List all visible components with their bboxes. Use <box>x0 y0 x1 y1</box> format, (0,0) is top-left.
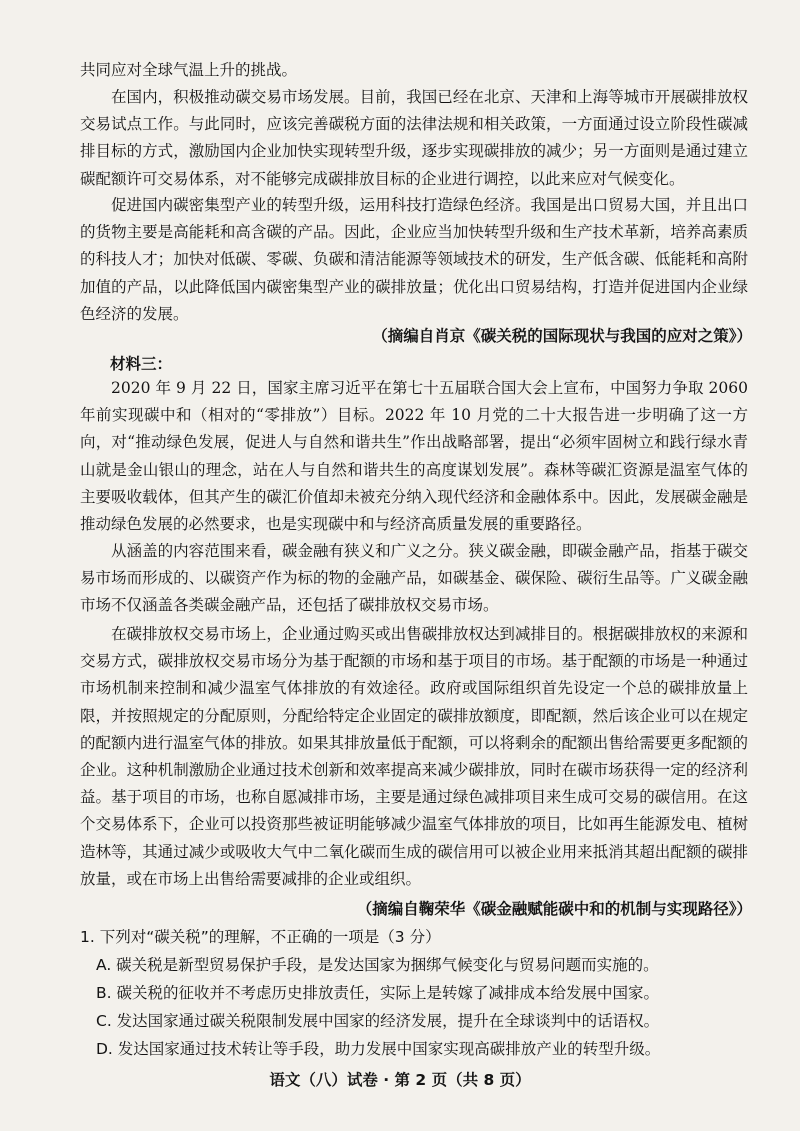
question-1-option-b[interactable]: B. 碳关税的征收并不考虑历史排放责任，实际上是转嫁了减排成本给发展中国家。 <box>96 984 659 1002</box>
page-footer: 语文（八）试卷 · 第 2 页（共 8 页） <box>269 1071 531 1089</box>
source-citation-1: （摘编自肖京《碳关税的国际现状与我国的应对之策》） <box>372 327 752 345</box>
paragraph-industrial-upgrade: 促进国内碳密集型产业的转型升级，运用科技打造绿色经济。我国是出口贸易大国，并且出口的货物主要是高能耗和高含碳的产品。因此，企业应当加快转型升级和生产技术革新，培养高素质的科技人才；加快对低碳、零碳、负碳和清洁能源等领域技术的研发，生产低含碳、低能耗和高附加值的产品，以此降低国内碳密集型产业的碳排放量；优化出口贸易结构，打造并促进国内企业绿色经济的发展。 <box>80 196 748 323</box>
paragraph-emission-trading: 在碳排放权交易市场上，企业通过购买或出售碳排放权达到减排目的。根据碳排放权的来源和交易方式，碳排放权交易市场分为基于配额的市场和基于项目的市场。基于配额的市场是一种通过市场机制来控制和减少温室气体排放的有效途径。政府或国际组织首先设定一个总的碳排放量上限，并按照规定的分配原则，分配给特定企业固定的碳排放额度，即配额，然后该企业可以在规定的配额内进行温室气体的排放。如果其排放量低于配额，可以将剩余的配额出售给需要更多配额的企业。这种机制激励企业通过技术创新和效率提高来减少碳排放，同时在碳市场获得一定的经济利益。基于项目的市场，也称自愿减排市场，主要是通过绿色减排项目来生成可交易的碳信用。在这个交易体系下，企业可以投资那些被证明能够减少温室气体排放的项目，比如再生能源发电、植树造林等，其通过减少或吸收大气中二氧化碳而生成的碳信用可以被企业用来抵消其超出配额的碳排放量，或在市场上出售给需要减排的企业或组织。 <box>80 625 748 888</box>
question-1-option-a[interactable]: A. 碳关税是新型贸易保护手段，是发达国家为捆绑气候变化与贸易问题而实施的。 <box>96 956 659 974</box>
paragraph-domestic-market: 在国内，积极推动碳交易市场发展。目前，我国已经在北京、天津和上海等城市开展碳排放权交易试点工作。与此同时，应该完善碳税方面的法律法规和相关政策，一方面通过设立阶段性碳减排目标的方式，激励国内企业加快实现转型升级，逐步实现碳排放的减少；另一方面则是通过建立碳配额许可交易体系，对不能够完成碳排放目标的企业进行调控，以此来应对气候变化。 <box>80 88 748 188</box>
paragraph-continued: 共同应对全球气温上升的挑战。 <box>80 61 298 79</box>
paragraph-carbon-finance: 从涵盖的内容范围来看，碳金融有狭义和广义之分。狭义碳金融，即碳金融产品，指基于碳交易市场而形成的、以碳资产作为标的物的金融产品，如碳基金、碳保险、碳衍生品等。广义碳金融市场不仅涵盖各类碳金融产品，还包括了碳排放权交易市场。 <box>80 542 748 615</box>
question-1-option-c[interactable]: C. 发达国家通过碳关税限制发展中国家的经济发展，提升在全球谈判中的话语权。 <box>96 1012 660 1030</box>
question-1-option-d[interactable]: D. 发达国家通过技术转让等手段，助力发展中国家实现高碳排放产业的转型升级。 <box>96 1040 661 1058</box>
material-three-heading: 材料三： <box>110 355 173 373</box>
paragraph-carbon-neutrality: 2020 年 9 月 22 日，国家主席习近平在第七十五届联合国大会上宣布，中国努力争取 2060 年前实现碳中和（相对的“零排放”）目标。2022 年 10 月党的二十大报告进一步明确了这一方向，对“推动绿色发展，促进人与自然和谐共生”作出战略部署，提出“必须牢固树立和践行绿水青山就是金山银山的理念，站在人与自然和谐共生的高度谋划发展”。森林等碳汇资源是温室气体的主要吸收载体，但其产生的碳汇价值却未被充分纳入现代经济和金融体系中。因此，发展碳金融是推动绿色发展的必然要求，也是实现碳中和与经济高质量发展的重要路径。 <box>80 379 748 534</box>
question-1-stem: 1. 下列对“碳关税”的理解，不正确的一项是（3 分） <box>80 928 441 946</box>
source-citation-2: （摘编自鞠荣华《碳金融赋能碳中和的机制与实现路径》） <box>356 900 752 918</box>
